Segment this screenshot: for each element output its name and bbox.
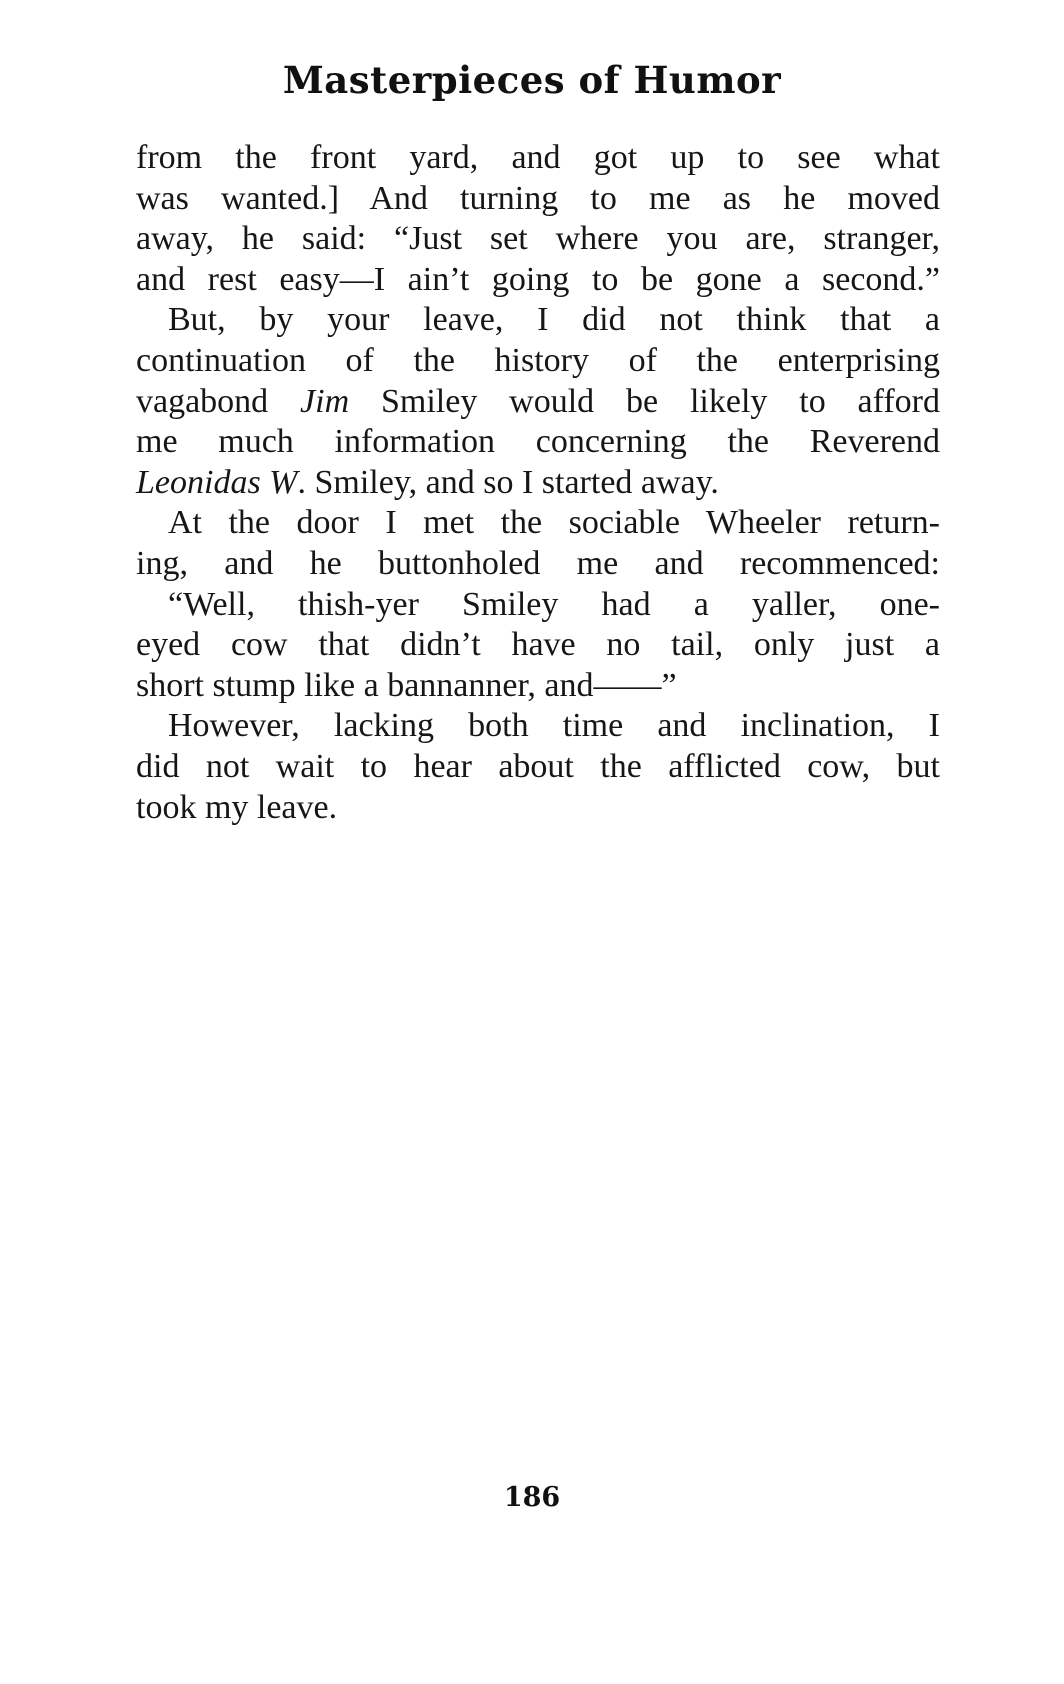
text-line: was wanted.] And turning to me as he moved bbox=[136, 179, 940, 217]
text-line: and rest easy—I ain’t going to be gone a second.” bbox=[136, 260, 940, 298]
italic-name: Jim bbox=[300, 382, 350, 420]
text-run: vagabond bbox=[136, 382, 301, 420]
text-line: did not wait to hear about the afflicted cow, but bbox=[136, 747, 940, 785]
paragraph-first-line: However, lacking both time and inclination, I bbox=[168, 707, 940, 745]
paragraph-first-line: At the door I met the sociable Wheeler return- bbox=[168, 504, 940, 542]
text-run: . Smiley, and so I started away. bbox=[297, 463, 719, 501]
italic-name: Leonidas W bbox=[136, 463, 298, 501]
text-line-with-italic bbox=[136, 382, 940, 423]
text-line: short stump like a bannanner, and——” bbox=[136, 666, 677, 704]
text-line: away, he said: “Just set where you are, stranger, bbox=[136, 220, 940, 258]
text-line-with-italic bbox=[136, 463, 940, 504]
text-line: eyed cow that didn’t have no tail, only just a bbox=[136, 626, 940, 664]
paragraph-first-line: But, by your leave, I did not think that a bbox=[168, 301, 940, 339]
paragraph-first-line: “Well, thish-yer Smiley had a yaller, one- bbox=[168, 585, 940, 623]
text-line: me much information concerning the Reverend bbox=[136, 423, 940, 461]
text-run: Smiley would be likely to afford bbox=[349, 382, 941, 420]
page-number: 186 bbox=[503, 1482, 561, 1513]
text-line: continuation of the history of the enterprising bbox=[136, 341, 940, 379]
text-line: took my leave. bbox=[136, 788, 338, 826]
body-text bbox=[136, 138, 940, 828]
text-line: from the front yard, and got up to see what bbox=[136, 139, 940, 176]
running-title: Masterpieces of Humor bbox=[282, 58, 782, 102]
text-line: ing, and he buttonholed me and recommenced: bbox=[136, 544, 940, 582]
